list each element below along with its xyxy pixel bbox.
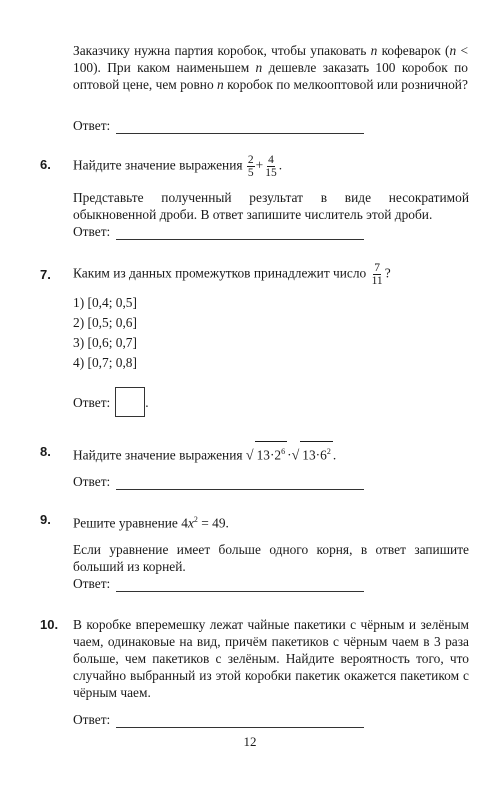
fraction — [247, 154, 255, 179]
text-fragment: < 100). При каком наименьшем — [73, 43, 469, 75]
task-number: 9. — [40, 512, 51, 527]
radicand — [255, 441, 288, 465]
task-5-continuation — [73, 42, 468, 93]
answer-label: Ответ: — [73, 576, 111, 591]
task-number: 10. — [40, 617, 59, 632]
text-fragment: . — [278, 157, 283, 173]
fraction — [264, 154, 278, 179]
task-body — [73, 441, 469, 466]
text-fragment: Решите уравнение — [73, 515, 182, 531]
answer-row-7[interactable] — [73, 386, 149, 418]
text-fragment: ? — [384, 265, 391, 281]
task-body — [73, 262, 469, 373]
task-body — [73, 154, 469, 223]
answer-row-9[interactable] — [73, 572, 364, 592]
var-n: n — [370, 43, 378, 58]
radicand-text: 13·6 — [302, 447, 327, 463]
task-question — [73, 511, 469, 531]
task-question: В коробке вперемешку лежат чайные пакетики с чёрным и зелёным чаем, одинаковые на вид, причём пакетиков с чёрным чаем в 3 раза больше, чем пакетиков с зелёным. Найдите вероятность того, что случайно выбранный из этой коробки пакетик окажется пакетиком с чёрным чаем. — [73, 617, 469, 700]
numerator: 2 — [247, 154, 254, 166]
text-fragment: = 49. — [197, 515, 229, 531]
task-body — [73, 511, 469, 575]
var-n: n — [449, 43, 457, 58]
answer-line[interactable] — [116, 227, 364, 240]
answer-label: Ответ: — [73, 712, 111, 727]
equation-coef: 4 — [181, 515, 188, 531]
task-body — [73, 616, 469, 701]
task-note: Если уравнение имеет больше одного корня, в ответ запишите больший из корней. — [73, 542, 469, 575]
text-fragment: кофеварок ( — [377, 43, 450, 58]
answer-line[interactable] — [116, 715, 364, 728]
task-number: 8. — [40, 444, 51, 459]
text-fragment: . — [332, 447, 337, 463]
option-3: 3) [0,6; 0,7] — [73, 335, 137, 350]
task-5-text — [73, 42, 468, 93]
text-fragment: Заказчику нужна партия коробок, чтобы упаковать — [73, 43, 371, 58]
denominator: 15 — [265, 167, 277, 179]
answer-label: Ответ: — [73, 474, 111, 489]
var-x: x — [187, 515, 194, 531]
radicand — [300, 441, 333, 465]
answer-line[interactable] — [116, 121, 364, 134]
exponent: 2 — [326, 447, 331, 456]
multiply-sign: · — [287, 447, 292, 463]
numerator: 4 — [268, 154, 274, 166]
text-fragment: Найдите значение выражения — [73, 447, 246, 463]
task-question — [73, 154, 469, 179]
answer-label: Ответ: — [73, 394, 111, 410]
denominator: 11 — [371, 275, 383, 287]
text-fragment: дешевле заказать 100 коробок по оптовой цене, чем ровно — [73, 60, 468, 92]
var-n: n — [217, 77, 224, 92]
sqrt-icon: √ — [245, 448, 254, 464]
answer-row-10[interactable] — [73, 708, 364, 728]
task-number: 7. — [40, 267, 51, 282]
option-1: 1) [0,4; 0,5] — [73, 295, 137, 310]
exponent: 2 — [193, 515, 198, 524]
answer-row-6[interactable] — [73, 220, 364, 240]
answer-box[interactable] — [115, 387, 145, 417]
option-2: 2) [0,5; 0,6] — [73, 315, 137, 330]
answer-line[interactable] — [116, 579, 364, 592]
option-4: 4) [0,7; 0,8] — [73, 355, 137, 370]
fraction — [371, 262, 384, 287]
var-n: n — [255, 60, 263, 75]
page-number: 12 — [243, 734, 257, 749]
answer-line[interactable] — [116, 477, 364, 490]
text-fragment: Каким из данных промежутков принадлежит число — [73, 265, 370, 281]
radicand-text: 13·2 — [256, 447, 282, 463]
text-fragment: Найдите значение выражения — [73, 157, 246, 173]
answer-label: Ответ: — [73, 118, 111, 133]
plus-sign: + — [255, 157, 264, 173]
text-fragment: коробок по мелкооптовой или розничной? — [223, 77, 468, 92]
task-note: Представьте полученный результат в виде несократимой обыкновенной дроби. В ответ запишите числитель этой дроби. — [73, 190, 469, 222]
exponent: 6 — [281, 447, 286, 456]
numerator: 7 — [374, 262, 381, 274]
answer-label: Ответ: — [73, 224, 111, 239]
denominator: 5 — [247, 167, 254, 179]
task-question — [73, 262, 469, 287]
task-question — [73, 441, 469, 466]
text-fragment: . — [145, 394, 149, 410]
sqrt-icon: √ — [291, 448, 300, 464]
answer-row-8[interactable] — [73, 470, 364, 490]
answer-row-5[interactable] — [73, 114, 364, 134]
task-number: 6. — [40, 157, 51, 172]
